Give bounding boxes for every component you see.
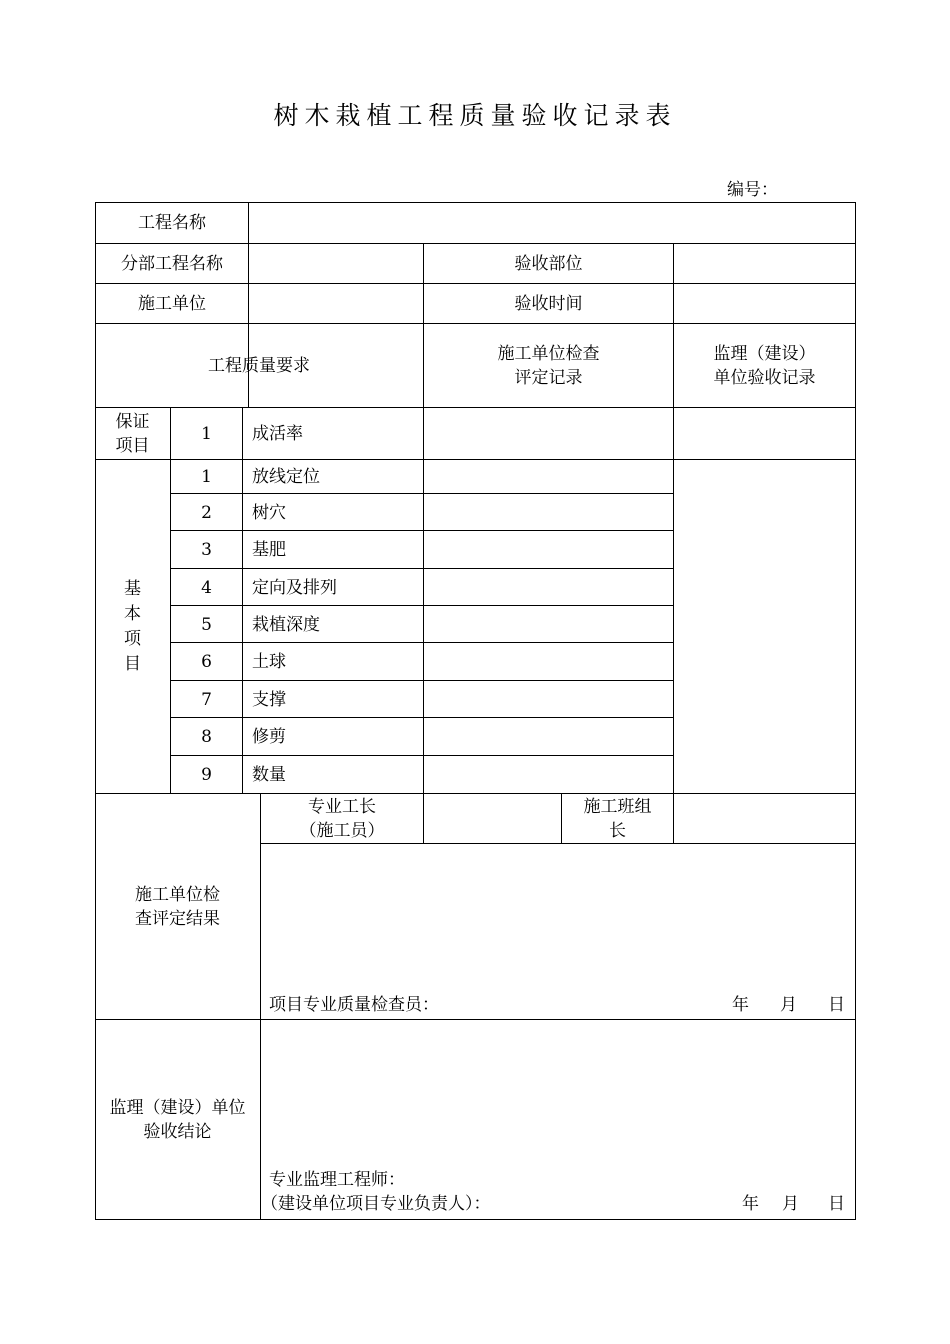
foreman-label-line1: 专业工长: [308, 797, 376, 817]
construction-unit-field[interactable]: [249, 284, 423, 324]
conclusion-date-year: 年: [742, 1194, 759, 1214]
foreman-field[interactable]: [424, 794, 561, 844]
form-title: 树木栽植工程质量验收记录表: [273, 101, 677, 130]
basic-item-number: 9: [201, 765, 212, 785]
team-leader-label-line1: 施工班组: [583, 797, 652, 817]
supervision-record-header: [674, 324, 855, 408]
sub-project-name-field[interactable]: [249, 244, 423, 284]
owner-representative-signature-label: （建设单位项目专业负责人）：: [261, 1194, 491, 1214]
supervision-record-header-line1: 监理（建设）: [713, 344, 816, 364]
basic-items-label: [95, 460, 170, 794]
basic-item-number: 5: [201, 614, 212, 635]
quality-inspector-signature-label: 项目专业质量检查员：: [269, 995, 439, 1015]
guarantee-item-number: 1: [201, 424, 212, 444]
basic-item-name: 数量: [252, 765, 286, 785]
inspection-record-table: [95, 202, 856, 1220]
inspection-part-label: 验收部位: [514, 254, 583, 274]
team-leader-field[interactable]: [674, 794, 855, 844]
basic-item-number: 8: [201, 727, 212, 747]
basic-item-number: 3: [201, 540, 212, 560]
supervision-conclusion-label: [95, 1020, 260, 1219]
team-leader-label-line2: 长: [609, 821, 626, 841]
foreman-label-line2: （施工员）: [299, 821, 385, 841]
inspection-part-field[interactable]: [674, 244, 855, 284]
conclusion-date-month: 月: [782, 1194, 799, 1214]
basic-item-number: 4: [201, 577, 212, 598]
result-date-day: 日: [828, 995, 845, 1015]
guarantee-check-field[interactable]: [424, 408, 673, 460]
basic-item-check-field[interactable]: [424, 494, 673, 531]
basic-label-char: 本: [124, 604, 141, 624]
basic-item-number: 1: [201, 467, 212, 487]
conclusion-date: [742, 1192, 847, 1216]
construction-check-header: [424, 324, 673, 408]
result-date-year: 年: [732, 995, 749, 1015]
construction-result-label-line2: 查评定结果: [135, 909, 220, 929]
guarantee-label-line1: 保证: [115, 412, 150, 432]
basic-item-number: 7: [201, 689, 212, 710]
construction-result-label-line1: 施工单位检: [135, 885, 220, 905]
basic-item-name: 栽植深度: [252, 614, 320, 635]
basic-label-char: 基: [124, 579, 141, 599]
inspection-time-label: 验收时间: [514, 294, 583, 314]
guarantee-items-label: [95, 408, 170, 460]
guarantee-label-line2: 项目: [115, 436, 150, 456]
basic-supervision-field[interactable]: [674, 460, 855, 794]
project-name-field[interactable]: [249, 202, 855, 244]
sub-project-name-label: 分部工程名称: [121, 254, 223, 274]
supervision-engineer-signature-label: 专业监理工程师：: [269, 1170, 405, 1190]
basic-item-check-field[interactable]: [424, 681, 673, 718]
basic-item-name: 放线定位: [252, 467, 320, 487]
basic-item-name: 基肥: [252, 540, 286, 560]
construction-result-label: [95, 794, 260, 1020]
supervision-conclusion-label-line2: 验收结论: [143, 1121, 212, 1142]
basic-label-char: 项: [124, 629, 141, 649]
guarantee-item-name: 成活率: [252, 424, 303, 444]
basic-item-name: 定向及排列: [252, 577, 337, 598]
construction-check-header-line2: 评定记录: [514, 368, 583, 388]
basic-item-name: 支撑: [252, 689, 286, 710]
form-number-label: 编号：: [727, 180, 778, 200]
result-date-month: 月: [780, 995, 797, 1015]
border-right: [855, 202, 856, 1220]
basic-item-check-field[interactable]: [424, 531, 673, 569]
inspection-time-field[interactable]: [674, 284, 855, 324]
basic-label-char: 目: [124, 654, 141, 674]
foreman-label: [261, 794, 423, 844]
basic-item-check-field[interactable]: [424, 718, 673, 756]
basic-item-name: 土球: [252, 652, 286, 672]
basic-item-check-field[interactable]: [424, 643, 673, 681]
supervision-record-header-line2: 单位验收记录: [713, 368, 816, 388]
construction-check-header-line1: 施工单位检查: [497, 344, 600, 364]
basic-item-check-field[interactable]: [424, 606, 673, 643]
guarantee-supervision-field[interactable]: [674, 408, 855, 460]
basic-item-number: 2: [201, 502, 212, 523]
conclusion-date-day: 日: [828, 1194, 845, 1214]
border-bottom: [95, 1219, 856, 1220]
basic-item-check-field[interactable]: [424, 569, 673, 606]
result-date: [732, 993, 847, 1017]
basic-item-number: 6: [201, 652, 212, 672]
team-leader-label: [562, 794, 673, 844]
basic-item-check-field[interactable]: [424, 756, 673, 794]
basic-item-name: 修剪: [252, 727, 286, 747]
supervision-conclusion-label-line1: 监理（建设）单位: [109, 1097, 246, 1118]
basic-item-name: 树穴: [252, 502, 286, 523]
basic-item-check-field[interactable]: [424, 460, 673, 494]
construction-unit-label: 施工单位: [138, 294, 206, 314]
project-name-label: 工程名称: [138, 213, 206, 233]
quality-requirements-header: 工程质量要求: [208, 356, 310, 376]
